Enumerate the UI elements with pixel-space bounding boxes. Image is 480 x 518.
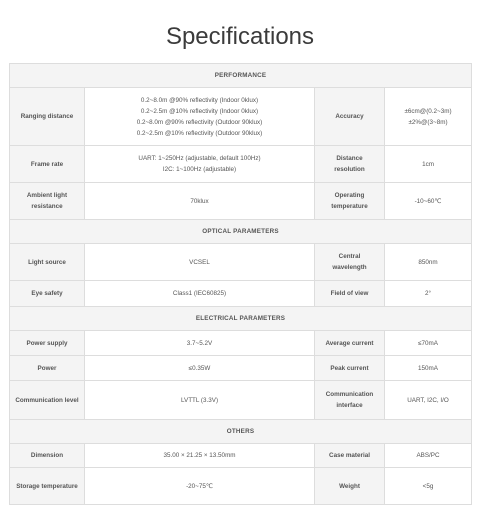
value-line: ≤0.35W xyxy=(188,364,211,372)
label-line: wavelength xyxy=(332,264,367,271)
row-label: Frame rate xyxy=(10,146,85,183)
row-value xyxy=(85,244,315,281)
row-value xyxy=(385,468,472,505)
row-label: Ranging distance xyxy=(10,88,85,146)
row-label: Storage temperature xyxy=(10,468,85,505)
section-header-row xyxy=(10,64,472,88)
row-label xyxy=(315,183,385,220)
value-line: <5g xyxy=(422,482,434,490)
value-line: 0.2~2.5m @10% reflectivity (Outdoor 90klux) xyxy=(136,129,263,137)
row-value xyxy=(85,183,315,220)
row-label xyxy=(315,331,385,356)
value-line: ABS/PC xyxy=(416,452,440,459)
row-value xyxy=(385,183,472,220)
value-line: -10~60℃ xyxy=(414,197,442,205)
section-header-row xyxy=(10,307,472,331)
row-label xyxy=(315,281,385,307)
table-row xyxy=(10,244,472,281)
section-title: ELECTRICAL PARAMETERS xyxy=(10,307,472,331)
row-value xyxy=(85,468,315,505)
value-line: -20~75℃ xyxy=(186,482,213,490)
label-line: Communication xyxy=(325,391,374,398)
row-value xyxy=(385,444,472,468)
value-line: 1cm xyxy=(422,160,434,168)
row-label: Eye safety xyxy=(10,281,85,307)
value-line: ≤70mA xyxy=(418,339,438,347)
value-line: ±6cm@(0.2~3m) xyxy=(404,107,452,115)
value-line: UART: 1~250Hz (adjustable, default 100Hz) xyxy=(138,155,261,162)
value-line: 70klux xyxy=(190,197,209,205)
value-line: 35.00 × 21.25 × 13.50mm xyxy=(163,452,236,459)
section-header-row xyxy=(10,220,472,244)
row-label xyxy=(315,444,385,468)
row-label: Power xyxy=(10,356,85,381)
label-line: Peak current xyxy=(330,364,369,372)
label-line: Accuracy xyxy=(335,113,364,120)
row-value xyxy=(85,281,315,307)
section-title: OPTICAL PARAMETERS xyxy=(10,220,472,244)
table-row xyxy=(10,88,472,146)
row-label: Power supply xyxy=(10,331,85,356)
specifications-table xyxy=(9,63,472,505)
row-value xyxy=(85,331,315,356)
row-label xyxy=(315,468,385,505)
row-value xyxy=(385,146,472,183)
row-value xyxy=(385,281,472,307)
label-line: Field of view xyxy=(330,290,369,297)
row-value xyxy=(85,444,315,468)
row-label xyxy=(315,88,385,146)
row-label: Ambient light resistance xyxy=(10,183,85,220)
value-line: 0.2~8.0m @90% reflectivity (Outdoor 90klux) xyxy=(136,118,263,126)
section-title: OTHERS xyxy=(10,420,472,444)
row-value xyxy=(385,381,472,420)
row-value xyxy=(385,88,472,146)
label-line: temperature xyxy=(331,203,368,210)
value-line: 3.7~5.2V xyxy=(186,339,213,347)
label-line: Operating xyxy=(334,192,365,199)
label-line: Distance xyxy=(336,155,363,162)
row-value xyxy=(385,244,472,281)
row-value xyxy=(385,356,472,381)
row-value xyxy=(85,381,315,420)
label-line: Weight xyxy=(339,482,360,490)
label-line: Case material xyxy=(329,452,370,459)
value-line: 0.2~8.0m @90% reflectivity (Indoor 0klux) xyxy=(140,96,259,104)
row-label: Communication level xyxy=(10,381,85,420)
row-value xyxy=(85,88,315,146)
row-label xyxy=(315,381,385,420)
row-label xyxy=(315,244,385,281)
row-label: Light source xyxy=(10,244,85,281)
label-line: interface xyxy=(336,402,363,409)
value-line: VCSEL xyxy=(189,258,210,266)
value-line: ±2%@(3~8m) xyxy=(408,118,448,126)
value-line: UART, I2C, I/O xyxy=(407,396,449,404)
table-row xyxy=(10,356,472,381)
row-label xyxy=(315,356,385,381)
section-title: PERFORMANCE xyxy=(10,64,472,88)
table-row xyxy=(10,331,472,356)
value-line: 0.2~2.5m @10% reflectivity (Indoor 0klux) xyxy=(140,107,259,115)
value-line: 850nm xyxy=(418,258,438,266)
row-value xyxy=(85,146,315,183)
label-line: resolution xyxy=(334,166,365,173)
value-line: I2C: 1~100Hz (adjustable) xyxy=(162,166,237,173)
section-header-row xyxy=(10,420,472,444)
row-value xyxy=(85,356,315,381)
table-row xyxy=(10,281,472,307)
row-label xyxy=(315,146,385,183)
page-title: Specifications xyxy=(165,23,315,50)
value-line: 150mA xyxy=(418,364,438,372)
table-row xyxy=(10,183,472,220)
row-value xyxy=(385,331,472,356)
table-row xyxy=(10,468,472,505)
value-line: Class1 (IEC60825) xyxy=(172,290,227,297)
value-line: LVTTL (3.3V) xyxy=(180,396,219,404)
table-row xyxy=(10,146,472,183)
row-label: Dimension xyxy=(10,444,85,468)
label-line: Average current xyxy=(325,339,374,347)
label-line: Central xyxy=(338,253,361,260)
table-row xyxy=(10,444,472,468)
table-row xyxy=(10,381,472,420)
value-line: 2° xyxy=(425,290,432,297)
